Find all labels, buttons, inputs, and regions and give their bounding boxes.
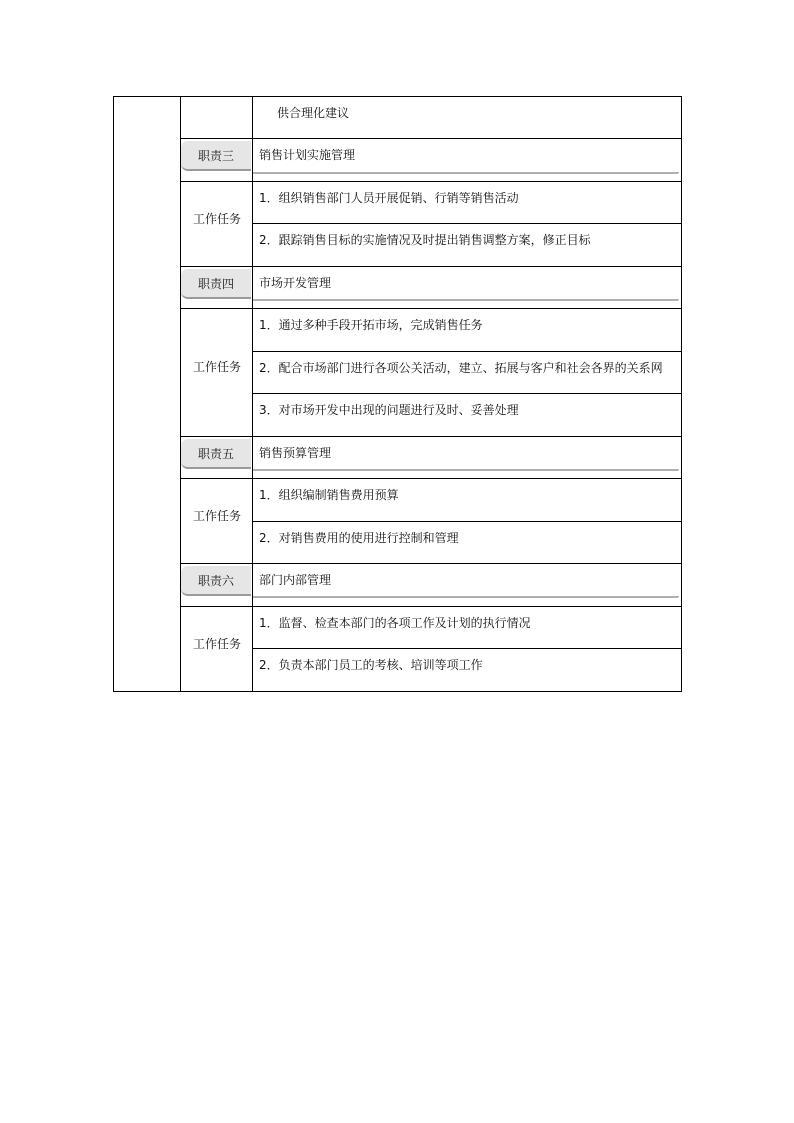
tasks-label: 工作任务 (192, 212, 241, 226)
task-item: 2．配合市场部门进行各项公关活动，建立、拓展与客户和社会各界的关系网 (259, 361, 663, 375)
row-divider (180, 436, 681, 437)
task-item: 1．通过多种手段开拓市场，完成销售任务 (259, 318, 483, 332)
task-item: 2．负责本部门员工的考核、培训等项工作 (259, 658, 483, 672)
shadow-divider (253, 469, 679, 471)
row-divider (180, 478, 681, 479)
row-divider (252, 351, 681, 352)
tasks-label: 工作任务 (192, 509, 241, 523)
shadow-divider (253, 172, 679, 174)
task-item: 2．对销售费用的使用进行控制和管理 (259, 531, 459, 545)
duty-title: 销售预算管理 (259, 446, 332, 460)
shadow-divider (253, 299, 679, 301)
row-divider (252, 223, 681, 224)
task-item: 2．跟踪销售目标的实施情况及时提出销售调整方案，修正目标 (259, 233, 591, 247)
row-divider (180, 606, 681, 607)
duty-label: 职责五 (181, 439, 251, 469)
col-divider-1 (180, 96, 181, 692)
duty-title: 市场开发管理 (259, 276, 332, 290)
duty-label: 职责六 (181, 566, 251, 596)
continuation-text: 供合理化建议 (277, 106, 350, 120)
row-divider (252, 521, 681, 522)
shadow-divider (253, 596, 679, 598)
tasks-label: 工作任务 (192, 360, 241, 374)
row-divider (252, 648, 681, 649)
tasks-label: 工作任务 (192, 637, 241, 651)
task-item: 1．组织编制销售费用预算 (259, 488, 399, 502)
row-divider (180, 563, 681, 564)
duties-table (113, 96, 682, 692)
row-divider (180, 181, 681, 182)
task-item: 1．组织销售部门人员开展促销、行销等销售活动 (259, 191, 519, 205)
row-divider (180, 308, 681, 309)
task-item: 1．监督、检查本部门的各项工作及计划的执行情况 (259, 616, 531, 630)
duty-label: 职责四 (181, 269, 251, 299)
row-divider (180, 266, 681, 267)
row-divider (180, 138, 681, 139)
duty-label: 职责三 (181, 141, 251, 171)
table-border (113, 96, 682, 692)
duty-title: 部门内部管理 (259, 573, 332, 587)
row-divider (252, 393, 681, 394)
task-item: 3．对市场开发中出现的问题进行及时、妥善处理 (259, 403, 519, 417)
col-divider-2 (252, 96, 253, 692)
duty-title: 销售计划实施管理 (259, 148, 356, 162)
